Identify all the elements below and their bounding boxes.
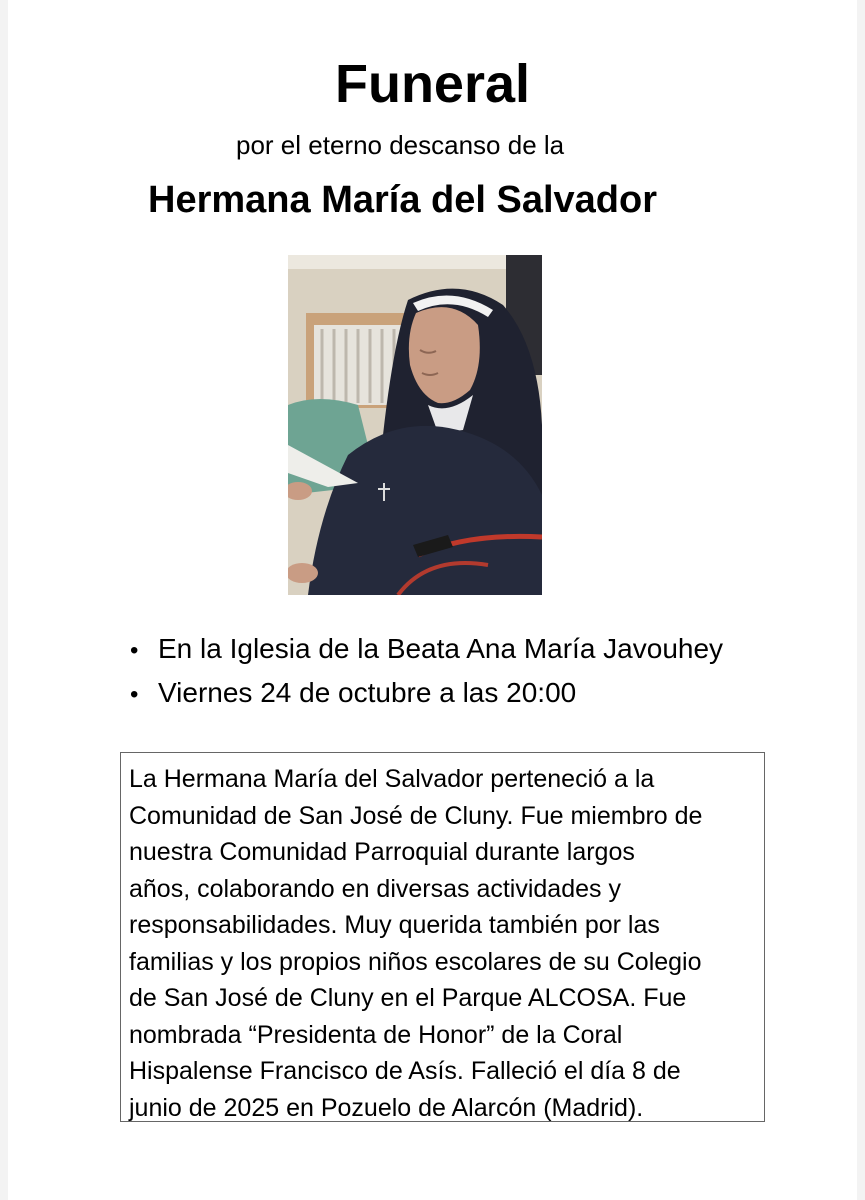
bio-line: junio de 2025 en Pozuelo de Alarcón (Madrid).	[129, 1093, 644, 1122]
bullet-icon: •	[130, 681, 139, 708]
service-location-item	[130, 628, 723, 672]
service-datetime-item	[130, 672, 723, 716]
bio-line: nombrada “Presidenta de Honor” de la Coral	[129, 1020, 623, 1049]
notice-subtitle: por el eterno descanso de la	[236, 130, 565, 160]
portrait-illustration	[288, 255, 542, 595]
bio-line: de San José de Cluny en el Parque ALCOSA. Fue	[129, 984, 687, 1012]
bio-line: responsabilidades. Muy querida también por las	[129, 911, 660, 939]
bio-line: Hispalense Francisco de Asís. Falleció el día 8 de	[129, 1057, 681, 1085]
notice-title: Funeral	[334, 54, 531, 114]
bio-line: Comunidad de San José de Cluny. Fue miembro de	[129, 801, 703, 830]
bio-line: La Hermana María del Salvador perteneció a la	[129, 765, 655, 793]
bio-line: años, colaborando en diversas actividades y	[129, 874, 621, 903]
service-details-list	[130, 628, 723, 716]
deceased-name: Hermana María del Salvador	[148, 179, 657, 221]
bio-line: nuestra Comunidad Parroquial durante largos	[129, 838, 635, 866]
bio-line: familias y los propios niños escolares de su Colegio	[129, 947, 702, 976]
bullet-icon: •	[130, 637, 139, 664]
portrait-photo	[288, 255, 542, 595]
service-location: En la Iglesia de la Beata Ana María Javouhey	[158, 633, 724, 664]
biography-box	[120, 752, 765, 1122]
service-datetime: Viernes 24 de octubre a las 20:00	[158, 677, 577, 708]
